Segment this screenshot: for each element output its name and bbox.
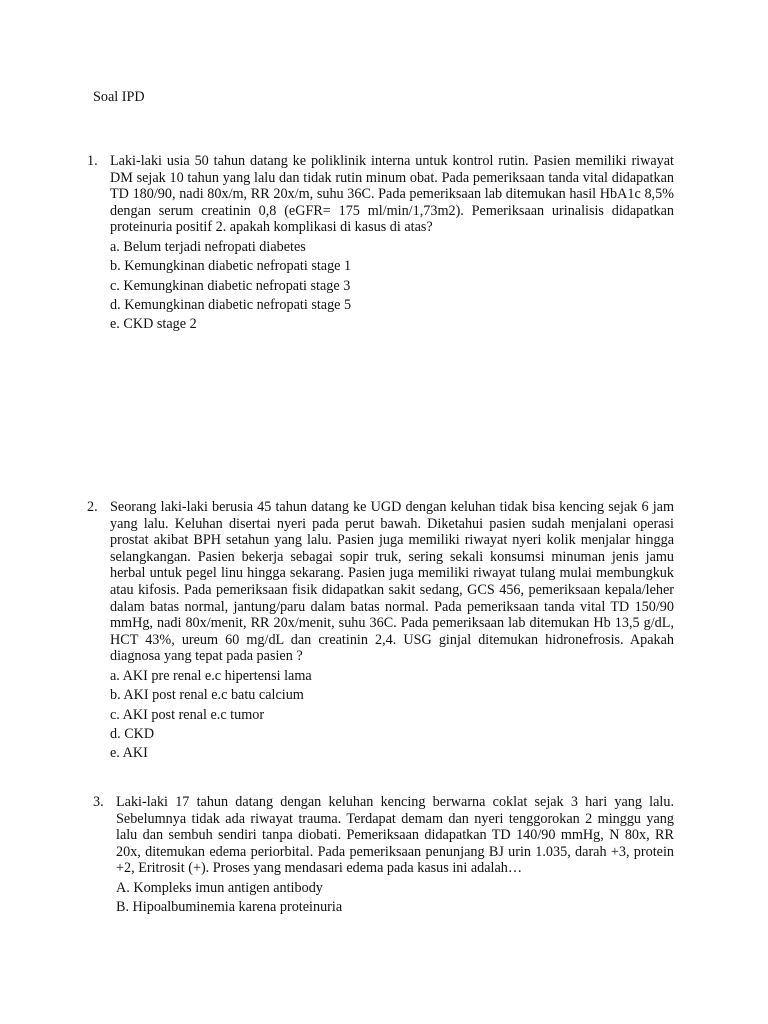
answer-option: d. CKD	[110, 725, 155, 742]
answer-option: b. AKI post renal e.c batu calcium	[110, 687, 304, 704]
question-text: Laki-laki 17 tahun datang dengan keluhan kencing berwarna coklat sejak 3 hari yang lalu. Sebelumnya tidak ada riwayat trauma. Terdapat demam dan nyeri tenggorokan 2 minggu yang lalu dan sembuh sendiri tanpa diobati. Pemeriksaan didapatkan TD 140/90 mmHg, N 80x, RR 20x, ditemukan edema periorbital. Pada pemeriksaan penunjang BJ urin 1.035, darah +3, protein +2, Eritrosit (+). Proses yang mendasari edema pada kasus ini adalah…	[116, 794, 674, 877]
question-number: 2.	[87, 499, 98, 515]
answer-options	[110, 667, 674, 763]
question-number: 3.	[93, 794, 104, 810]
answer-option: a. AKI pre renal e.c hipertensi lama	[110, 667, 312, 684]
answer-option: B. Hipoalbuminemia karena proteinuria	[116, 899, 343, 916]
answer-option: d. Kemungkinan diabetic nefropati stage 5	[110, 296, 352, 313]
question-text: Seorang laki-laki berusia 45 tahun datang ke UGD dengan keluhan tidak bisa kencing sejak 6 jam yang lalu. Keluhan disertai nyeri pada perut bawah. Diketahui pasien sudah menjalani operasi prostat akibat BPH setahun yang lalu. Pasien juga memiliki riwayat nyeri kolik menjalar hingga selangkangan. Pasien bekerja sebagai sopir truk, sering sekali konsumsi minuman jenis jamu herbal untuk pegel linu hingga sekarang. Pasien juga memiliki riwayat tulang mulai membungkuk atau kifosis. Pada pemeriksaan fisik didapatkan sakit sedang, GCS 456, pemeriksaan kepala/leher dalam batas normal, jantung/paru dalam batas normal. Pada pemeriksaan tanda vital TD 150/90 mmHg, nadi 80x/menit, RR 20x/menit, suhu 36C. Pada pemeriksaan lab ditemukan Hb 13,5 g/dL, HCT 43%, ureum 60 mg/dL dan creatinin 2,4. USG ginjal ditemukan hidronefrosis. Apakah diagnosa yang tepat pada pasien ?	[110, 499, 674, 665]
question-body	[116, 794, 674, 918]
document-title: Soal IPD	[93, 89, 145, 105]
answer-options	[110, 238, 674, 334]
question-text: Laki-laki usia 50 tahun datang ke poliklinik interna untuk kontrol rutin. Pasien memiliki riwayat DM sejak 10 tahun yang lalu dan tidak rutin minum obat. Pada pemeriksaan tanda vital didapatkan TD 180/90, nadi 80x/m, RR 20x/m, suhu 36C. Pada pemeriksaan lab ditemukan hasil HbA1c 8,5% dengan serum creatinin 0,8 (eGFR= 175 ml/min/1,73m2). Pemeriksaan urinalisis didapatkan proteinuria positif 2. apakah komplikasi di kasus di atas?	[110, 153, 674, 236]
answer-option: e. AKI	[110, 745, 148, 762]
answer-option: c. Kemungkinan diabetic nefropati stage 3	[110, 277, 351, 294]
answer-option: A. Kompleks imun antigen antibody	[116, 879, 323, 896]
answer-option: e. CKD stage 2	[110, 316, 197, 333]
answer-option: b. Kemungkinan diabetic nefropati stage 1	[110, 258, 352, 275]
question-body	[110, 499, 674, 763]
question-number: 1.	[87, 153, 98, 169]
answer-option: c. AKI post renal e.c tumor	[110, 706, 265, 723]
answer-options	[116, 879, 674, 918]
answer-option: a. Belum terjadi nefropati diabetes	[110, 238, 306, 255]
question-body	[110, 153, 674, 334]
